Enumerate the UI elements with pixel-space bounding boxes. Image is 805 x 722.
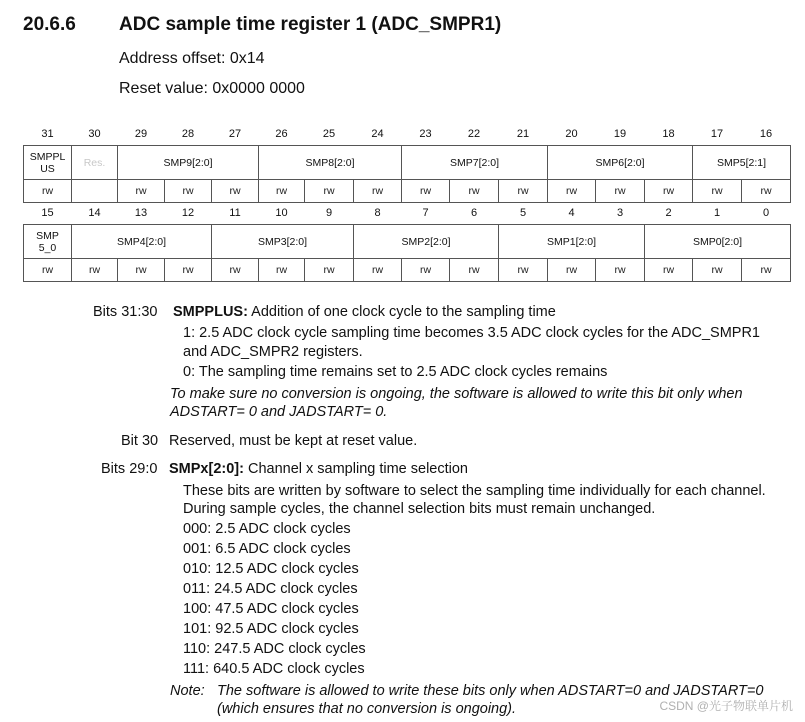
register-field: SMP7[2:0] xyxy=(402,146,548,180)
access-type: rw xyxy=(165,259,212,282)
bit-30-text: Reserved, must be kept at reset value. xyxy=(169,433,418,449)
access-type: rw xyxy=(645,259,693,282)
register-upper-half xyxy=(23,123,791,203)
bit-number: 19 xyxy=(613,128,627,140)
smpplus-note1: To make sure no conversion is ongoing, the software is allowed to write this bit only when xyxy=(170,386,743,402)
access-type: rw xyxy=(499,259,548,282)
smpplus-line3: 0: The sampling time remains set to 2.5 ADC clock cycles remains xyxy=(183,364,608,380)
smpx-note-label: Note: xyxy=(170,683,205,699)
bit-number: 24 xyxy=(371,128,384,140)
bit-number: 11 xyxy=(229,207,241,219)
bit-number: 9 xyxy=(325,207,333,219)
bit-number: 26 xyxy=(275,128,288,140)
register-field: SMP4[2:0] xyxy=(72,225,212,259)
smpx-note2: (which ensures that no conversion is ongoing). xyxy=(217,701,517,717)
access-type: rw xyxy=(72,259,118,282)
access-type: rw xyxy=(24,259,72,282)
smpx-option: 101: 92.5 ADC clock cycles xyxy=(183,621,359,637)
access-type: rw xyxy=(693,259,742,282)
bit-number: 17 xyxy=(710,128,724,140)
bit-number: 29 xyxy=(134,128,148,140)
bit-number: 31 xyxy=(41,128,54,140)
register-field: SMP 5_0 xyxy=(24,225,72,259)
access-type: rw xyxy=(354,180,402,203)
bit-number: 18 xyxy=(662,128,675,140)
bits-31-30-label: Bits 31:30 xyxy=(93,304,158,320)
bits-29-0-label: Bits 29:0 xyxy=(101,461,158,477)
access-type: rw xyxy=(24,180,72,203)
smpx-name: SMPx[2:0]: xyxy=(169,461,244,477)
access-type: rw xyxy=(259,259,305,282)
smpx-note1: The software is allowed to write these bits only when ADSTART=0 and JADSTART=0 xyxy=(217,683,764,699)
address-offset: Address offset: 0x14 xyxy=(119,50,265,67)
access-type: rw xyxy=(742,180,791,203)
bit-number: 2 xyxy=(665,207,672,219)
access-type: rw xyxy=(450,180,499,203)
bit-number: 27 xyxy=(228,128,242,140)
section-number: 20.6.6 xyxy=(23,14,76,35)
register-field: SMP6[2:0] xyxy=(548,146,693,180)
smpplus-heading xyxy=(173,302,556,322)
access-type: rw xyxy=(305,180,354,203)
bit-30-label: Bit 30 xyxy=(121,433,159,449)
reserved-field: Res. xyxy=(72,146,118,180)
access-type: rw xyxy=(212,259,259,282)
smpx-option: 100: 47.5 ADC clock cycles xyxy=(183,601,359,617)
smpplus-line2: and ADC_SMPR2 registers. xyxy=(183,344,363,360)
smpx-option: 010: 12.5 ADC clock cycles xyxy=(183,561,359,577)
watermark: CSDN @光子物联单片机 xyxy=(659,699,793,713)
bit-number: 16 xyxy=(759,128,773,140)
bit-number: 6 xyxy=(470,207,478,219)
register-field: SMP9[2:0] xyxy=(118,146,259,180)
access-type: rw xyxy=(305,259,354,282)
access-type: rw xyxy=(450,259,499,282)
smpx-line1: These bits are written by software to select the sampling time individually for each channel. xyxy=(183,483,766,499)
smpplus-note2: ADSTART= 0 and JADSTART= 0. xyxy=(170,404,388,420)
bit-number: 7 xyxy=(422,207,429,219)
smpplus-line1: 1: 2.5 ADC clock cycle sampling time becomes 3.5 ADC clock cycles for the ADC_SMPR1 xyxy=(183,325,760,341)
bit-number: 25 xyxy=(322,128,336,140)
page-title: ADC sample time register 1 (ADC_SMPR1) xyxy=(119,14,502,35)
access-type: rw xyxy=(259,180,305,203)
reset-value: Reset value: 0x0000 0000 xyxy=(119,80,305,97)
smpx-option: 111: 640.5 ADC clock cycles xyxy=(183,661,365,677)
bit-number: 8 xyxy=(374,207,381,219)
access-type: rw xyxy=(645,180,693,203)
bit-number: 30 xyxy=(88,128,101,140)
bit-number: 21 xyxy=(516,128,530,140)
bit-number: 28 xyxy=(181,128,195,140)
bit-number: 23 xyxy=(419,128,432,140)
smpplus-name: SMPPLUS: xyxy=(173,304,248,320)
access-type: rw xyxy=(165,180,212,203)
bit-number: 14 xyxy=(88,207,101,219)
register-field: SMP0[2:0] xyxy=(645,225,791,259)
access-type: rw xyxy=(402,259,450,282)
bit-number: 0 xyxy=(762,207,770,219)
bit-number: 10 xyxy=(275,207,288,219)
access-type: rw xyxy=(118,259,165,282)
access-type: rw xyxy=(118,180,165,203)
smpx-line2: During sample cycles, the channel selection bits must remain unchanged. xyxy=(183,501,656,517)
access-type: rw xyxy=(212,180,259,203)
access-type: rw xyxy=(548,259,596,282)
bit-number: 15 xyxy=(41,207,54,219)
smpx-option: 000: 2.5 ADC clock cycles xyxy=(183,521,351,537)
register-field: SMP2[2:0] xyxy=(354,225,499,259)
smpx-option: 110: 247.5 ADC clock cycles xyxy=(183,641,366,657)
bit-number: 20 xyxy=(565,128,578,140)
bit-number: 12 xyxy=(181,207,195,219)
bit-number: 22 xyxy=(467,128,481,140)
smpx-heading xyxy=(169,459,468,479)
access-type: rw xyxy=(499,180,548,203)
access-type: rw xyxy=(742,259,791,282)
register-field: SMP3[2:0] xyxy=(212,225,354,259)
access-type: rw xyxy=(693,180,742,203)
access-type: rw xyxy=(596,259,645,282)
smpx-option: 011: 24.5 ADC clock cycles xyxy=(183,581,358,597)
access-type: rw xyxy=(402,180,450,203)
smpx-summary: Channel x sampling time selection xyxy=(247,461,468,477)
access-type: rw xyxy=(354,259,402,282)
bit-number: 3 xyxy=(616,207,624,219)
access-type: rw xyxy=(596,180,645,203)
smpx-option: 001: 6.5 ADC clock cycles xyxy=(183,541,351,557)
smpplus-summary: Addition of one clock cycle to the sampling time xyxy=(251,304,556,320)
bit-number: 4 xyxy=(568,207,575,219)
bit-number: 5 xyxy=(519,207,527,219)
access-type: rw xyxy=(548,180,596,203)
register-field: SMP5[2:1] xyxy=(693,146,791,180)
register-field: SMP1[2:0] xyxy=(499,225,645,259)
register-lower-half xyxy=(23,202,791,282)
register-field: SMP8[2:0] xyxy=(259,146,402,180)
bit-number: 13 xyxy=(134,207,148,219)
register-field: SMPPL US xyxy=(24,146,72,180)
bit-number: 1 xyxy=(713,207,721,219)
access-type xyxy=(72,180,118,203)
